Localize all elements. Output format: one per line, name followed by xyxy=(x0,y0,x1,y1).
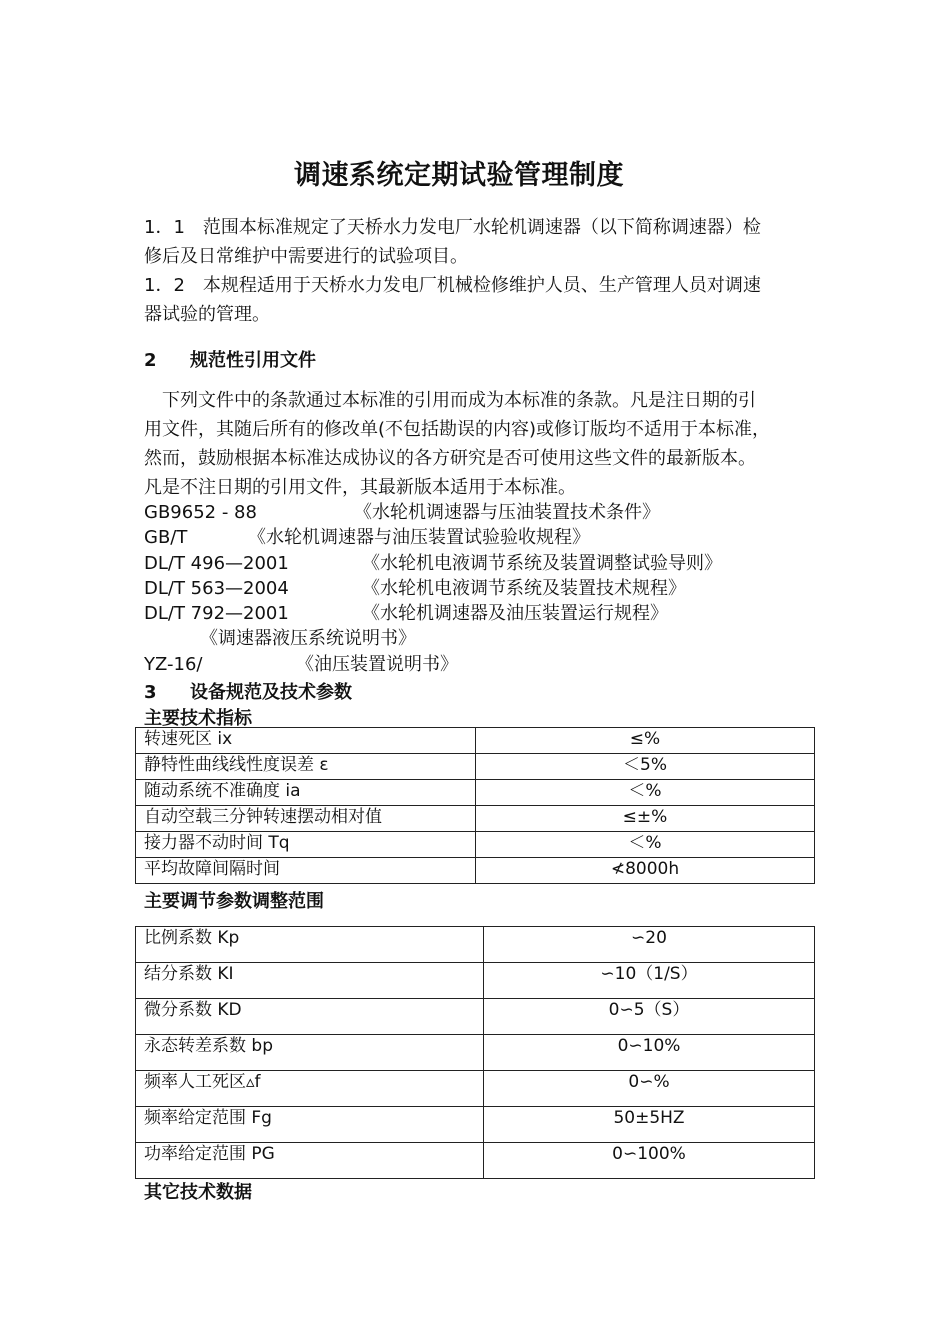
table-cell-label: 功率给定范围 PG xyxy=(136,1143,484,1179)
table-row xyxy=(136,927,815,963)
subheading-technical-indicators: 主要技术指标 xyxy=(144,708,252,729)
table-cell-label: 转速死区 ix xyxy=(136,728,476,754)
table-row xyxy=(136,858,815,884)
table-cell-value: ∽20 xyxy=(484,927,815,963)
table-cell-label: 微分系数 KD xyxy=(136,999,484,1035)
table-cell-value: 0∽% xyxy=(484,1071,815,1107)
reference-item xyxy=(144,525,590,550)
reference-title: 《水轮机电液调节系统及装置技术规程》 xyxy=(362,578,686,599)
section-number: 2 xyxy=(144,350,157,371)
reference-code: DL/T 563—2004 xyxy=(144,578,289,599)
table-cell-value: ＜% xyxy=(476,832,815,858)
reference-item xyxy=(144,601,668,626)
technical-indicators-table xyxy=(135,727,815,884)
table-cell-label: 永态转差系数 bp xyxy=(136,1035,484,1071)
reference-title: 《水轮机调速器与压油装置技术条件》 xyxy=(354,502,660,523)
reference-title: 《水轮机调速器与油压装置试验验收规程》 xyxy=(248,527,590,548)
intro-line: 下列文件中的条款通过本标准的引用而成为本标准的条款。凡是注日期的引 xyxy=(144,390,756,411)
table-cell-value: 0∽5（S） xyxy=(484,999,815,1035)
table-row xyxy=(136,999,815,1035)
reference-item xyxy=(144,626,416,651)
table-row xyxy=(136,754,815,780)
table-cell-value: ＜% xyxy=(476,780,815,806)
section-title: 设备规范及技术参数 xyxy=(190,682,352,703)
intro-line: 用文件，其随后所有的修改单(不包括勘误的内容)或修订版均不适用于本标准， xyxy=(144,419,771,440)
reference-code: DL/T 792—2001 xyxy=(144,603,289,624)
section-2-heading xyxy=(144,346,316,372)
table-cell-value: ≤% xyxy=(476,728,815,754)
scope-line-1: 1．1 范围本标准规定了天桥水力发电厂水轮机调速器（以下简称调速器）检 xyxy=(144,217,761,238)
table-cell-label: 平均故障间隔时间 xyxy=(136,858,476,884)
table-cell-value: ∽10（1/S） xyxy=(484,963,815,999)
table-row xyxy=(136,780,815,806)
references-intro xyxy=(144,386,844,502)
table-cell-label: 接力器不动时间 Tq xyxy=(136,832,476,858)
reference-code: GB/T xyxy=(144,527,188,548)
table-cell-label: 比例系数 Kp xyxy=(136,927,484,963)
section-number: 3 xyxy=(144,682,157,703)
reference-item xyxy=(144,652,458,677)
document-title: 调速系统定期试验管理制度 xyxy=(294,160,624,191)
table-cell-label: 频率给定范围 Fg xyxy=(136,1107,484,1143)
subheading-other-data: 其它技术数据 xyxy=(144,1182,252,1203)
table-row xyxy=(136,1071,815,1107)
table-cell-value: 50±5HZ xyxy=(484,1107,815,1143)
reference-item xyxy=(144,500,660,525)
table-cell-value: 0∽10% xyxy=(484,1035,815,1071)
reference-item xyxy=(144,576,686,601)
table-cell-label: 频率人工死区▵f xyxy=(136,1071,484,1107)
table-row xyxy=(136,728,815,754)
scope-paragraph xyxy=(144,213,834,329)
table-cell-label: 随动系统不准确度 ia xyxy=(136,780,476,806)
reference-title: 《调速器液压系统说明书》 xyxy=(200,628,416,649)
table-row xyxy=(136,1107,815,1143)
reference-code: DL/T 496—2001 xyxy=(144,553,289,574)
table-cell-value: ＜5% xyxy=(476,754,815,780)
subheading-adjustment-range: 主要调节参数调整范围 xyxy=(144,891,324,912)
table-cell-label: 自动空载三分钟转速摆动相对值 xyxy=(136,806,476,832)
table-row xyxy=(136,832,815,858)
applicability-line-2: 器试验的管理。 xyxy=(144,304,270,325)
reference-code: GB9652 - 88 xyxy=(144,502,257,523)
table-cell-label: 静特性曲线线性度误差 ε xyxy=(136,754,476,780)
reference-title: 《水轮机调速器及油压装置运行规程》 xyxy=(362,603,668,624)
table-cell-value: 0∽100% xyxy=(484,1143,815,1179)
table-cell-value: ≤±% xyxy=(476,806,815,832)
reference-title: 《油压装置说明书》 xyxy=(296,654,458,675)
table-row xyxy=(136,806,815,832)
adjustment-parameters-table xyxy=(135,926,815,1179)
table-row xyxy=(136,1035,815,1071)
intro-line: 然而，鼓励根据本标准达成协议的各方研究是否可使用这些文件的最新版本。 xyxy=(144,448,756,469)
table-row xyxy=(136,1143,815,1179)
section-title: 规范性引用文件 xyxy=(190,350,316,371)
table-row xyxy=(136,963,815,999)
scope-line-2: 修后及日常维护中需要进行的试验项目。 xyxy=(144,246,468,267)
applicability-line-1: 1．2 本规程适用于天桥水力发电厂机械检修维护人员、生产管理人员对调速 xyxy=(144,275,761,296)
reference-code: YZ-16/ xyxy=(144,654,203,675)
reference-title: 《水轮机电液调节系统及装置调整试验导则》 xyxy=(362,553,722,574)
reference-item xyxy=(144,551,722,576)
table-cell-value: ≮8000h xyxy=(476,858,815,884)
section-3-heading xyxy=(144,678,352,704)
intro-line: 凡是不注日期的引用文件，其最新版本适用于本标准。 xyxy=(144,477,576,498)
table-cell-label: 结分系数 KI xyxy=(136,963,484,999)
